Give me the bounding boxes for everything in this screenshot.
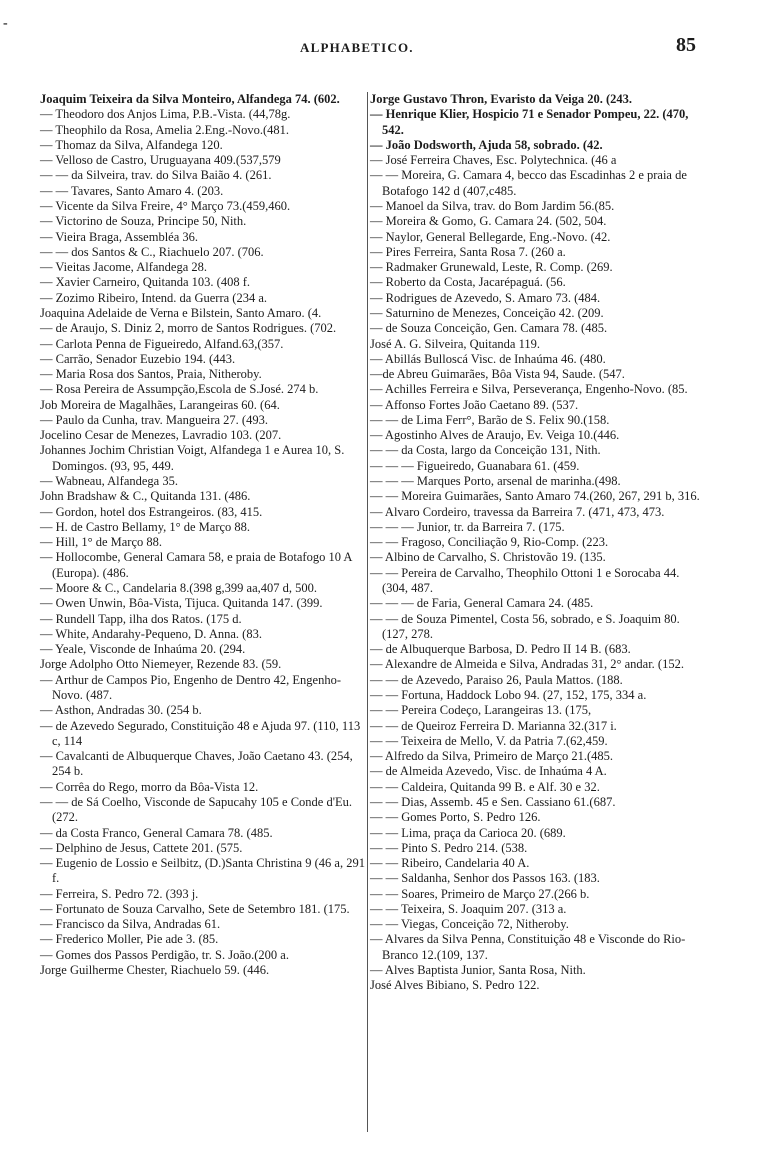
directory-entry: — Roberto da Costa, Jacarépaguá. (56. (370, 275, 566, 290)
directory-entry: — Gomes dos Passos Perdigão, tr. S. João.(200 a. (40, 947, 289, 962)
directory-entry: — Vieitas Jacome, Alfandega 28. (40, 260, 208, 275)
directory-entry: John Bradshaw & C., Quitanda 131. (486. (40, 489, 251, 504)
directory-entry: — Maria Rosa dos Santos, Praia, Nitheroby. (40, 367, 262, 382)
column-divider (367, 92, 368, 1132)
directory-entry: Joaquina Adelaide de Verna e Bilstein, Santo Amaro. (4. (40, 305, 322, 320)
directory-entry: — — Lima, praça da Carioca 20. (689. (370, 825, 566, 840)
directory-entry: — Owen Unwin, Bôa-Vista, Tijuca. Quitanda 147. (399. (40, 596, 323, 611)
directory-entry: — White, Andarahy-Pequeno, D. Anna. (83. (40, 626, 262, 641)
directory-entry: — Rosa Pereira de Assumpção,Escola de S.José. 274 b. (40, 382, 319, 397)
directory-entry: — H. de Castro Bellamy, 1° de Março 88. (40, 519, 251, 534)
directory-entry: — — Pereira Codeço, Larangeiras 13. (175, (370, 703, 592, 718)
directory-entry: — — de Azevedo, Paraiso 26, Paula Mattos. (188. (370, 672, 623, 687)
left-column (40, 92, 370, 978)
directory-entry: — — Pereira de Carvalho, Theophilo Ottoni 1 e Sorocaba 44. (304, 487. (370, 565, 680, 595)
directory-entry: — Gordon, hotel dos Estrangeiros. (83, 415. (40, 504, 263, 519)
directory-entry: — — Teixeira, S. Joaquim 207. (313 a. (370, 901, 567, 916)
directory-entry: — — Caldeira, Quitanda 99 B. e Alf. 30 e 32. (370, 779, 600, 794)
directory-entry: — Zozimo Ribeiro, Intend. da Guerra (234 a. (40, 290, 268, 305)
directory-entry: — Albino de Carvalho, S. Christovão 19. (135. (370, 550, 606, 565)
directory-entry: — Francisco da Silva, Andradas 61. (40, 917, 221, 932)
directory-entry: — Corrêa do Rego, morro da Bôa-Vista 12. (40, 779, 259, 794)
directory-entry: — João Dodsworth, Ajuda 58, sobrado. (42. (370, 137, 603, 152)
directory-entry: — Alexandre de Almeida e Silva, Andradas 31, 2° andar. (152. (370, 657, 684, 672)
directory-entry: — Saturnino de Menezes, Conceição 42. (209. (370, 305, 604, 320)
directory-entry: — — — de Faria, General Camara 24. (485. (370, 596, 594, 611)
directory-entry: Job Moreira de Magalhães, Larangeiras 60. (64. (40, 397, 280, 412)
directory-entry: Johannes Jochim Christian Voigt, Alfandega 1 e Aurea 10, S. Domingos. (93, 95, 449. (40, 443, 345, 473)
directory-entry: José Alves Bibiano, S. Pedro 122. (370, 978, 540, 993)
directory-entry: — — Moreira Guimarães, Santo Amaro 74.(260, 267, 291 b, 316. (370, 489, 700, 504)
directory-entry: — — de Souza Pimentel, Costa 56, sobrado, e S. Joaquim 80. (127, 278. (370, 611, 680, 641)
directory-entry: — Moore & C., Candelaria 8.(398 g,399 aa,407 d, 500. (40, 581, 318, 595)
directory-entry: —de Abreu Guimarães, Bôa Vista 94, Saude. (547. (370, 367, 625, 382)
directory-entry: Jorge Adolpho Otto Niemeyer, Rezende 83. (59. (40, 657, 282, 672)
directory-entry: — — da Costa, largo da Conceição 131, Nith. (370, 443, 601, 458)
directory-entry: — Vieira Braga, Assembléa 36. (40, 229, 199, 244)
directory-entry: — — Dias, Assemb. 45 e Sen. Cassiano 61.(687. (370, 794, 616, 809)
directory-entry: — de Araujo, S. Diniz 2, morro de Santos Rodrigues. (702. (40, 321, 337, 336)
directory-entry: Joaquim Teixeira da Silva Monteiro, Alfandega 74. (602. (40, 92, 340, 106)
directory-entry: — Theophilo da Rosa, Amelia 2.Eng.-Novo.(481. (40, 122, 290, 137)
directory-entry: — Wabneau, Alfandega 35. (40, 474, 178, 489)
directory-entry: — — de Queiroz Ferreira D. Marianna 32.(317 i. (370, 718, 617, 733)
directory-entry: — José Ferreira Chaves, Esc. Polytechnica. (46 a (370, 153, 617, 168)
page-header-title: ALPHABETICO. (300, 40, 414, 55)
directory-entry: — Frederico Moller, Pie ade 3. (85. (40, 932, 219, 947)
directory-entry: — — de Lima Ferr°, Barão de S. Felix 90.(158. (370, 412, 610, 427)
directory-entry: — — dos Santos & C., Riachuelo 207. (706. (40, 244, 264, 259)
directory-entry: — Victorino de Souza, Principe 50, Nith. (40, 214, 247, 229)
directory-entry: José A. G. Silveira, Quitanda 119. (370, 336, 541, 351)
directory-entry: — Alfredo da Silva, Primeiro de Março 21.(485. (370, 749, 614, 764)
directory-entry: — — Fragoso, Conciliação 9, Rio-Comp. (223. (370, 535, 609, 550)
directory-entry: — Xavier Carneiro, Quitanda 103. (408 f. (40, 275, 251, 290)
directory-entry: — — — Figueiredo, Guanabara 61. (459. (370, 458, 580, 473)
directory-entry: — — Tavares, Santo Amaro 4. (203. (40, 183, 224, 198)
directory-entry: Jorge Gustavo Thron, Evaristo da Veiga 20. (243. (370, 92, 633, 106)
page-number: 85 (676, 34, 696, 56)
directory-entry: — — Gomes Porto, S. Pedro 126. (370, 810, 541, 825)
directory-entry: — — — Junior, tr. da Barreira 7. (175. (370, 519, 565, 534)
directory-entry: — — Teixeira de Mello, V. da Patria 7.(62,459. (370, 733, 608, 748)
directory-entry: — Achilles Ferreira e Silva, Perseverança, Engenho-Novo. (85. (370, 382, 688, 397)
directory-entry: Jocelino Cesar de Menezes, Lavradio 103. (207. (40, 428, 282, 443)
directory-entry: — Moreira & Gomo, G. Camara 24. (502, 504. (370, 214, 607, 229)
directory-entry: — Affonso Fortes João Caetano 89. (537. (370, 397, 579, 412)
directory-entry: — Abillás Bulloscá Visc. de Inhaúma 46. (480. (370, 351, 606, 366)
directory-entry: — — Moreira, G. Camara 4, becco das Escadinhas 2 e praia de Botafogo 142 d (407,c485. (370, 168, 687, 198)
directory-entry: — Eugenio de Lossio e Seilbitz, (D.)Santa Christina 9 (46 a, 291 f. (40, 856, 365, 886)
directory-entry: — Alvares da Silva Penna, Constituição 48 e Visconde do Rio-Branco 12.(109, 137. (370, 932, 686, 962)
directory-entry: — Theodoro dos Anjos Lima, P.B.-Vista. (44,78g. (40, 107, 291, 122)
directory-entry: — Agostinho Alves de Araujo, Ev. Veiga 10.(446. (370, 428, 620, 443)
directory-entry: — de Albuquerque Barbosa, D. Pedro II 14 B. (683. (370, 642, 631, 657)
directory-entry: — Paulo da Cunha, trav. Mangueira 27. (493. (40, 412, 268, 427)
directory-entry: — — Fortuna, Haddock Lobo 94. (27, 152, 175, 334 a. (370, 687, 647, 702)
directory-entry: — Fortunato de Souza Carvalho, Sete de Setembro 181. (175. (40, 901, 350, 916)
directory-entry: — Alvaro Cordeiro, travessa da Barreira 7. (471, 473, 473. (370, 504, 665, 519)
directory-entry: — de Azevedo Segurado, Constituição 48 e Ajuda 97. (110, 113 c, 114 (40, 718, 361, 748)
directory-entry: — Arthur de Campos Pio, Engenho de Dentro 42, Engenho-Novo. (487. (40, 672, 341, 702)
directory-entry: — Alves Baptista Junior, Santa Rosa, Nith. (370, 963, 586, 978)
directory-entry: — Manoel da Silva, trav. do Bom Jardim 56.(85. (370, 198, 615, 213)
directory-entry: — de Almeida Azevedo, Visc. de Inhaúma 4 A. (370, 764, 607, 779)
directory-entry: — Rodrigues de Azevedo, S. Amaro 73. (484. (370, 290, 601, 305)
directory-entry: — — de Sá Coelho, Visconde de Sapucahy 105 e Conde d'Eu. (272. (40, 794, 352, 825)
directory-entry: — Carlota Penna de Figueiredo, Alfand.63,(357. (40, 336, 284, 351)
directory-entry: — — Ribeiro, Candelaria 40 A. (370, 856, 530, 871)
directory-entry: — — — Marques Porto, arsenal de marinha.(498. (370, 474, 621, 489)
directory-entry: — da Costa Franco, General Camara 78. (485. (40, 825, 273, 840)
right-column (370, 92, 705, 994)
directory-entry: — Vicente da Silva Freire, 4° Março 73.(459,460. (40, 198, 291, 213)
directory-entry: — Cavalcanti de Albuquerque Chaves, João Caetano 43. (254, 254 b. (40, 749, 353, 779)
directory-entry: — Ferreira, S. Pedro 72. (393 j. (40, 886, 199, 901)
directory-entry: — Naylor, General Bellegarde, Eng.-Novo. (42. (370, 229, 611, 244)
directory-entry: — — Soares, Primeiro de Março 27.(266 b. (370, 886, 590, 901)
directory-entry: — — Viegas, Conceição 72, Nitheroby. (370, 917, 569, 932)
directory-entry: — Radmaker Grunewald, Leste, R. Comp. (269. (370, 260, 613, 275)
directory-entry: — — Saldanha, Senhor dos Passos 163. (183. (370, 871, 600, 886)
directory-entry: — Delphino de Jesus, Cattete 201. (575. (40, 840, 243, 855)
directory-entry: — — da Silveira, trav. do Silva Baião 4. (261. (40, 168, 272, 183)
directory-entry: — Hollocombe, General Camara 58, e praia de Botafogo 10 A (Europa). (486. (40, 550, 352, 580)
directory-entry: — Velloso de Castro, Uruguayana 409.(537,579 (40, 153, 281, 168)
directory-entry: — Rundell Tapp, ilha dos Ratos. (175 d. (40, 611, 242, 626)
directory-entry: — Carrão, Senador Euzebio 194. (443. (40, 351, 236, 366)
directory-entry: — de Souza Conceição, Gen. Camara 78. (485. (370, 321, 608, 336)
directory-entry: — Yeale, Visconde de Inhaúma 20. (294. (40, 642, 246, 657)
directory-entry: — Pires Ferreira, Santa Rosa 7. (260 a. (370, 244, 566, 259)
directory-entry: — Henrique Klier, Hospicio 71 e Senador Pompeu, 22. (470, 542. (370, 107, 689, 137)
margin-mark: - (3, 16, 8, 31)
directory-entry: — Thomaz da Silva, Alfandega 120. (40, 137, 223, 152)
directory-entry: Jorge Guilherme Chester, Riachuelo 59. (446. (40, 963, 270, 978)
directory-entry: — Hill, 1° de Março 88. (40, 535, 162, 550)
directory-entry: — — Pinto S. Pedro 214. (538. (370, 840, 528, 855)
directory-entry: — Asthon, Andradas 30. (254 b. (40, 703, 202, 718)
